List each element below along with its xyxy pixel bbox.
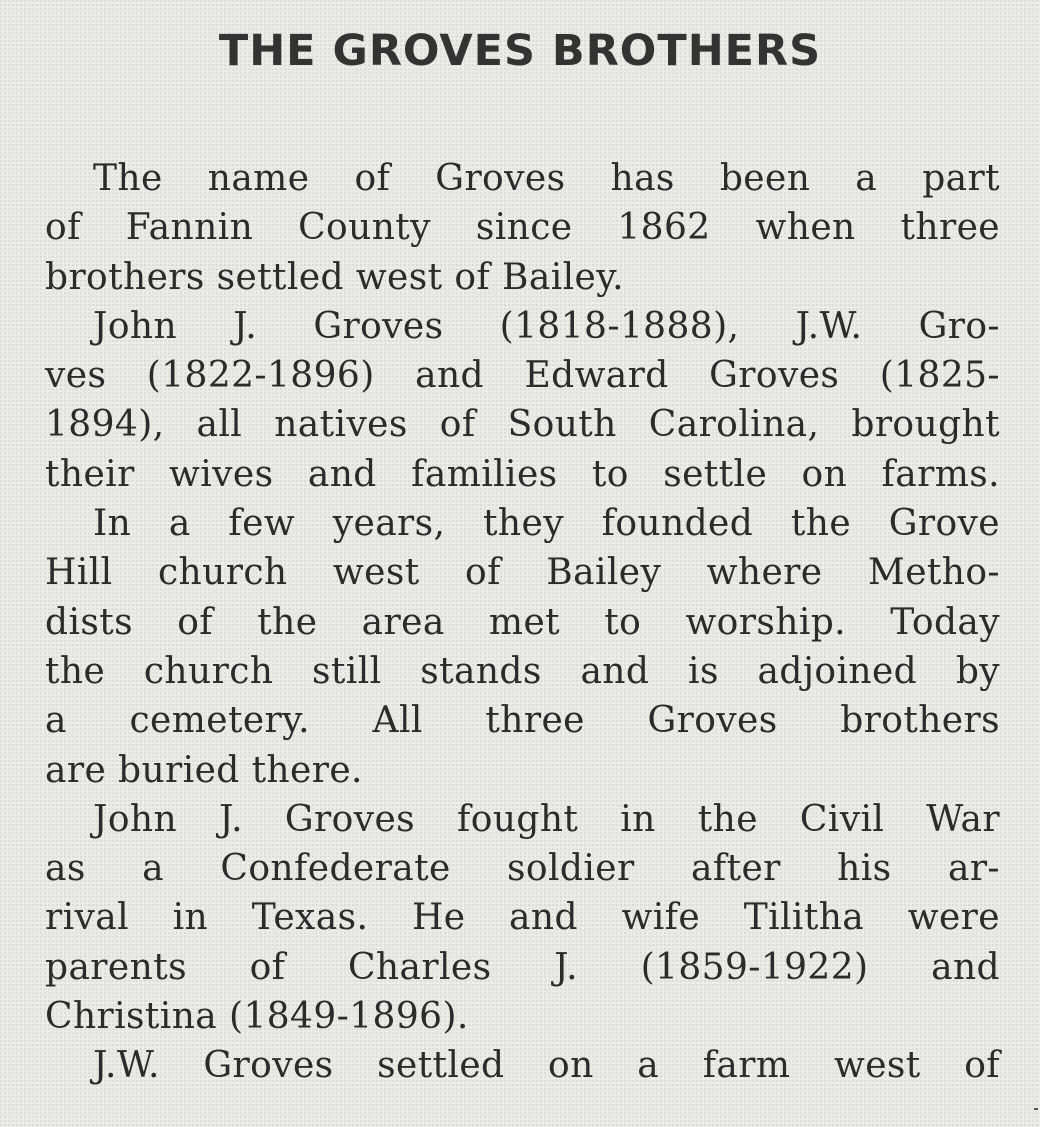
text-line: brothers settled west of Bailey. [45, 256, 625, 298]
text-line: John J. Groves fought in the Civil War [93, 798, 1000, 840]
text-line: dists of the area met to worship. Today [45, 601, 1000, 643]
text-line: Hill church west of Bailey where Metho- [45, 552, 1000, 594]
text-line: are buried there. [45, 749, 363, 791]
article-title: THE GROVES BROTHERS [218, 26, 822, 76]
text-line: ves (1822-1896) and Edward Groves (1825- [45, 355, 1000, 397]
text-line: parents of Charles J. (1859-1922) and [45, 946, 1000, 988]
text-line: of Fannin County since 1862 when three [45, 207, 1000, 249]
text-line: rival in Texas. He and wife Tilitha were [45, 897, 1000, 939]
text-line: John J. Groves (1818-1888), J.W. Gro- [93, 305, 1000, 347]
text-line: The name of Groves has been a part [93, 158, 1000, 199]
text-line: the church still stands and is adjoined by [45, 650, 1000, 692]
article-body [45, 154, 1000, 1091]
text-line: In a few years, they founded the Grove [93, 503, 1000, 545]
scan-mark [1034, 1108, 1038, 1110]
paragraph-3 [45, 499, 1000, 795]
text-line: as a Confederate soldier after his ar- [45, 848, 1000, 890]
text-line: J.W. Groves settled on a farm west of [93, 1045, 1000, 1087]
paragraph-1 [45, 154, 1000, 302]
text-line: a cemetery. All three Groves brothers [45, 700, 1000, 742]
paragraph-5 [45, 1041, 1000, 1090]
paragraph-4 [45, 795, 1000, 1041]
paragraph-2 [45, 302, 1000, 499]
text-line: Christina (1849-1896). [45, 996, 469, 1038]
text-line: their wives and families to settle on farms. [45, 453, 1000, 495]
text-line: 1894), all natives of South Carolina, brought [45, 404, 1000, 446]
